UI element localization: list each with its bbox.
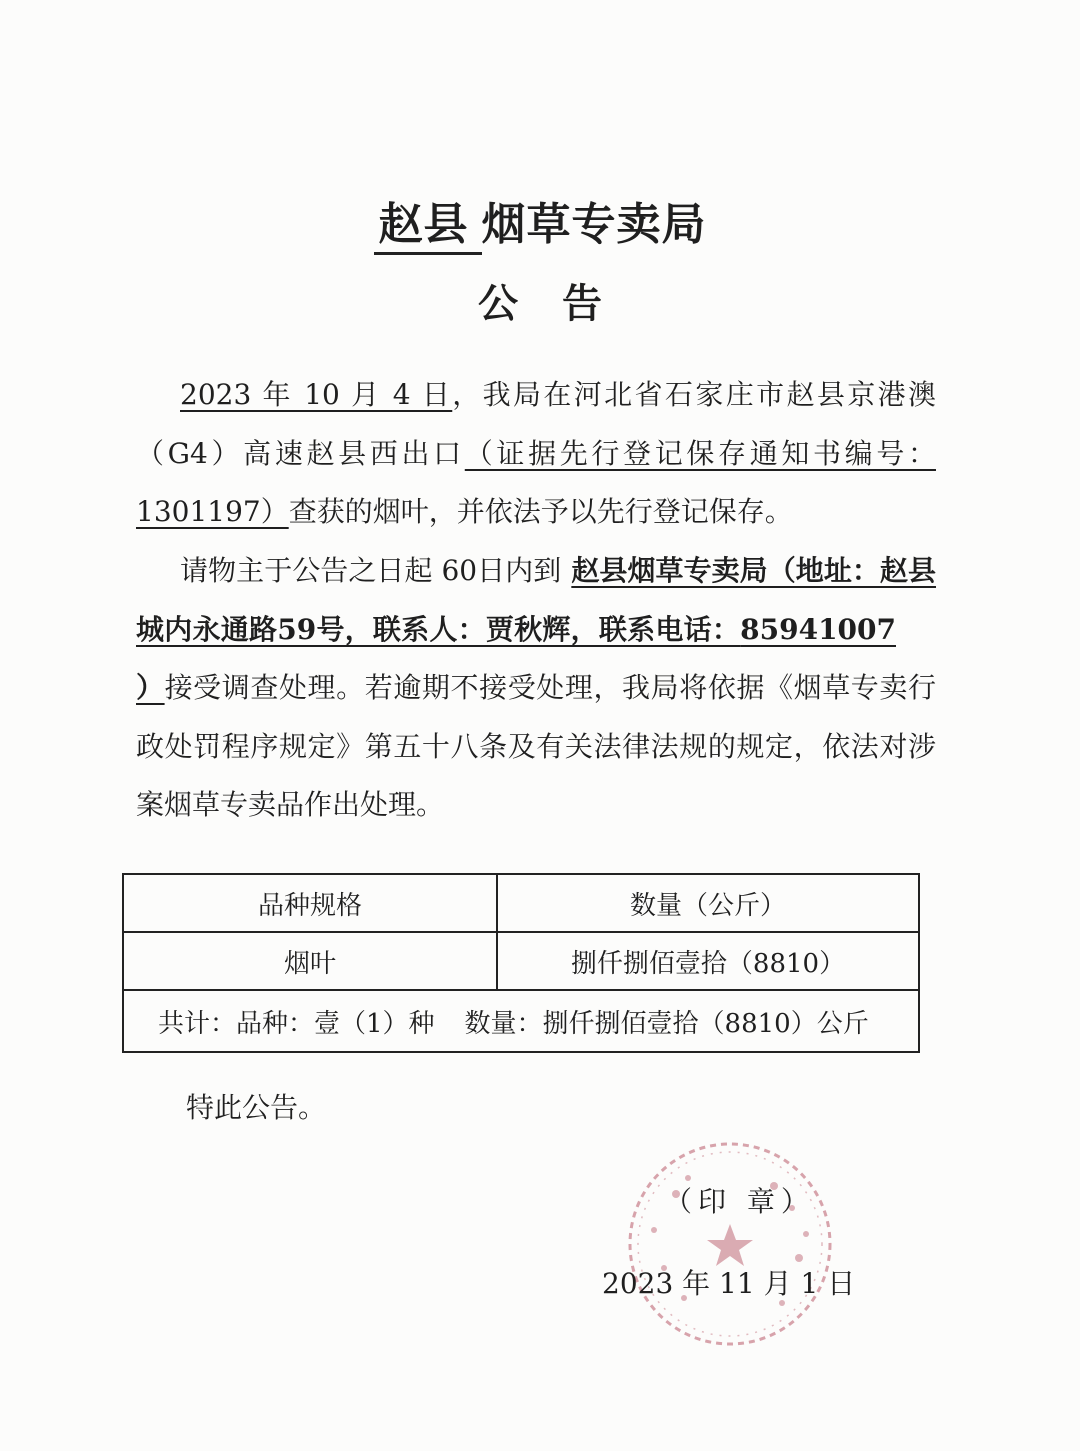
legal-basis: 接受调查处理。若逾期不接受处理，我局将依据《烟草专卖行政处罚程序规定》第五十八条及有关法律法规的规定，依法对涉案烟草专卖品作出处理。 — [136, 671, 936, 821]
official-seal-icon — [624, 1138, 836, 1350]
document-title — [0, 188, 1080, 255]
paragraph-instructions — [136, 542, 936, 835]
deadline-text: 请物主于公告之日起 60日内到 — [180, 554, 562, 587]
agency-address: 赵县烟草专卖局（地址：赵县城内永通路59号，联系人：贾秋辉，联系电话： — [136, 554, 936, 646]
cell-variety: 烟叶 — [124, 933, 498, 989]
contact-phone: 85941007 — [740, 612, 896, 646]
total-variety: 共计：品种：壹（1）种 — [158, 1008, 435, 1039]
paragraph-seizure — [136, 366, 936, 542]
table-total-row — [124, 991, 918, 1051]
document-subtitle: 公告 — [478, 280, 646, 327]
header-variety: 品种规格 — [124, 875, 498, 931]
notice-reference: （证据先行登记保存通知书编号：1301197） — [136, 436, 936, 528]
table-row — [124, 933, 918, 991]
cell-quantity: 捌仟捌佰壹拾（8810） — [570, 948, 846, 979]
total-quantity: 数量：捌仟捌佰壹拾（8810）公斤 — [464, 1008, 869, 1039]
seized-items-table — [122, 873, 920, 1053]
seizure-result: 查获的烟叶，并依法予以先行登记保存。 — [288, 495, 793, 528]
title-agency: 烟草专卖局 — [481, 199, 707, 250]
title-county: 赵县 — [374, 188, 482, 255]
seal-label: （印 章） — [664, 1185, 815, 1218]
table-header-row — [124, 875, 918, 933]
seizure-date: 2023 年 10 月 4 日 — [180, 378, 453, 411]
seizure-location: ，我局在河北省石家庄市赵县京港澳（G4）高速赵县西出口 — [136, 378, 936, 470]
total-cell — [124, 991, 918, 1051]
phone-close-paren: ） — [136, 671, 165, 704]
closing-statement: 特此公告。 — [186, 1091, 327, 1124]
issue-date: 2023 年 11 月 1 日 — [602, 1267, 856, 1300]
header-quantity: 数量（公斤） — [629, 890, 786, 921]
